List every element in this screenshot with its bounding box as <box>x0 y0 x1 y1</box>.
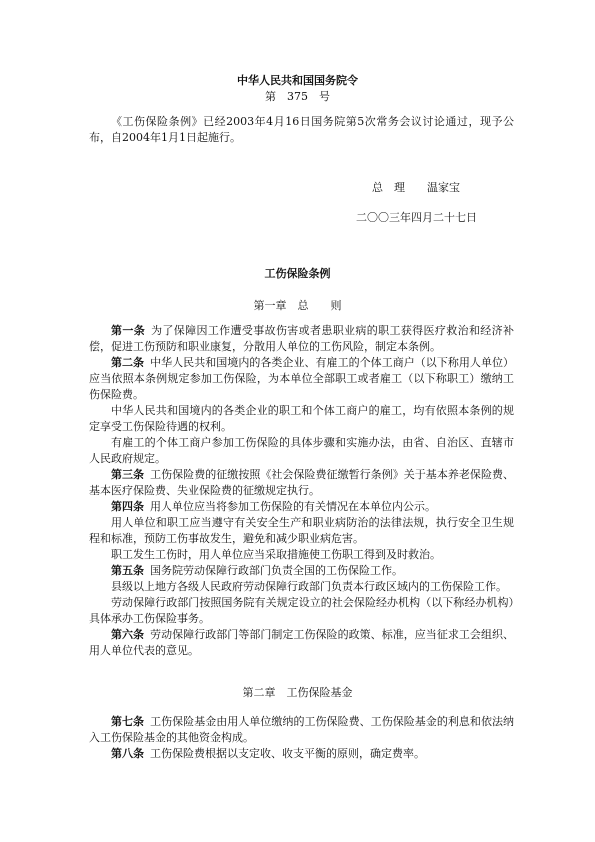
article-text: 中华人民共和国境内的各类企业、有雇工的个体工商户（以下称用人单位）应当依照本条例规定参加工伤保险，为本单位全部职工或者雇工（以下称职工）缴纳工伤保险费。 <box>89 356 515 401</box>
article-text: 职工发生工伤时，用人单位应当采取措施使工伤职工得到及时救治。 <box>111 548 441 561</box>
article-text: 劳动保障行政部门按照国务院有关规定设立的社会保险经办机构（以下称经办机构）具体承办工伤保险事务。 <box>89 596 514 625</box>
article-label: 第五条 <box>111 564 144 577</box>
chapter-2-body <box>89 714 514 762</box>
article-4 <box>89 499 514 515</box>
chapter-1-body <box>89 323 514 659</box>
article-7 <box>89 714 514 746</box>
decree-body-text: 《工伤保险条例》已经2003年4月16日国务院第5次常务会议讨论通过，现予公布，自2004年1月1日起施行。 <box>89 115 514 144</box>
article-text: 国务院劳动保障行政部门负责全国的工伤保险工作。 <box>150 564 403 577</box>
article-text: 有雇工的个体工商户参加工伤保险的具体步骤和实施办法，由省、自治区、直辖市人民政府规定。 <box>89 436 514 465</box>
decree-number: 第 375 号 <box>265 90 330 103</box>
article-5 <box>89 563 514 579</box>
article-text: 用人单位和职工应当遵守有关安全生产和职业病防治的法律法规，执行安全卫生规程和标准，预防工伤事故发生，避免和减少职业病危害。 <box>89 516 514 545</box>
article-8 <box>89 746 514 762</box>
article-text: 劳动保障行政部门等部门制定工伤保险的政策、标准，应当征求工会组织、用人单位代表的意见。 <box>89 628 515 657</box>
article-4-para-3 <box>89 547 514 563</box>
article-2 <box>89 355 514 403</box>
decree-date: 二〇〇三年四月二十七日 <box>356 211 477 224</box>
decree-issuer: 中华人民共和国国务院令 <box>237 74 358 87</box>
article-label: 第一条 <box>111 324 146 337</box>
article-text: 工伤保险费根据以支定收、收支平衡的原则，确定费率。 <box>150 747 425 760</box>
chapter-1-title: 第一章 总 则 <box>253 299 342 312</box>
article-text: 用人单位应当将参加工伤保险的有关情况在本单位内公示。 <box>150 500 436 513</box>
article-label: 第三条 <box>111 468 145 481</box>
article-text: 为了保障因工作遭受事故伤害或者患职业病的职工获得医疗救治和经济补偿，促进工伤预防和职业康复，分散用人单位的工伤风险，制定本条例。 <box>89 324 515 353</box>
article-4-para-2 <box>89 515 514 547</box>
regulation-title: 工伤保险条例 <box>264 267 331 280</box>
article-text: 工伤保险费的征缴按照《社会保险费征缴暂行条例》关于基本养老保险费、基本医疗保险费、失业保险费的征缴规定执行。 <box>89 468 515 497</box>
article-label: 第四条 <box>111 500 144 513</box>
article-2-para-2 <box>89 403 514 435</box>
article-text: 县级以上地方各级人民政府劳动保障行政部门负责本行政区域内的工伤保险工作。 <box>111 580 507 593</box>
article-6 <box>89 627 514 659</box>
chapter-2-title: 第二章 工伤保险基金 <box>242 686 353 699</box>
article-5-para-2 <box>89 579 514 595</box>
article-5-para-3 <box>89 595 514 627</box>
article-label: 第二条 <box>111 356 145 369</box>
article-text: 工伤保险基金由用人单位缴纳的工伤保险费、工伤保险基金的利息和依法纳入工伤保险基金的其他资金构成。 <box>89 715 515 744</box>
article-3 <box>89 467 514 499</box>
decree-signer: 总 理 温家宝 <box>372 181 460 194</box>
article-1 <box>89 323 514 355</box>
article-text: 中华人民共和国境内的各类企业的职工和个体工商户的雇工，均有依照本条例的规定享受工伤保险待遇的权利。 <box>89 404 514 433</box>
article-label: 第六条 <box>111 628 145 641</box>
article-label: 第八条 <box>111 747 144 760</box>
article-label: 第七条 <box>111 715 145 728</box>
article-2-para-3 <box>89 435 514 467</box>
decree-body <box>89 114 514 146</box>
